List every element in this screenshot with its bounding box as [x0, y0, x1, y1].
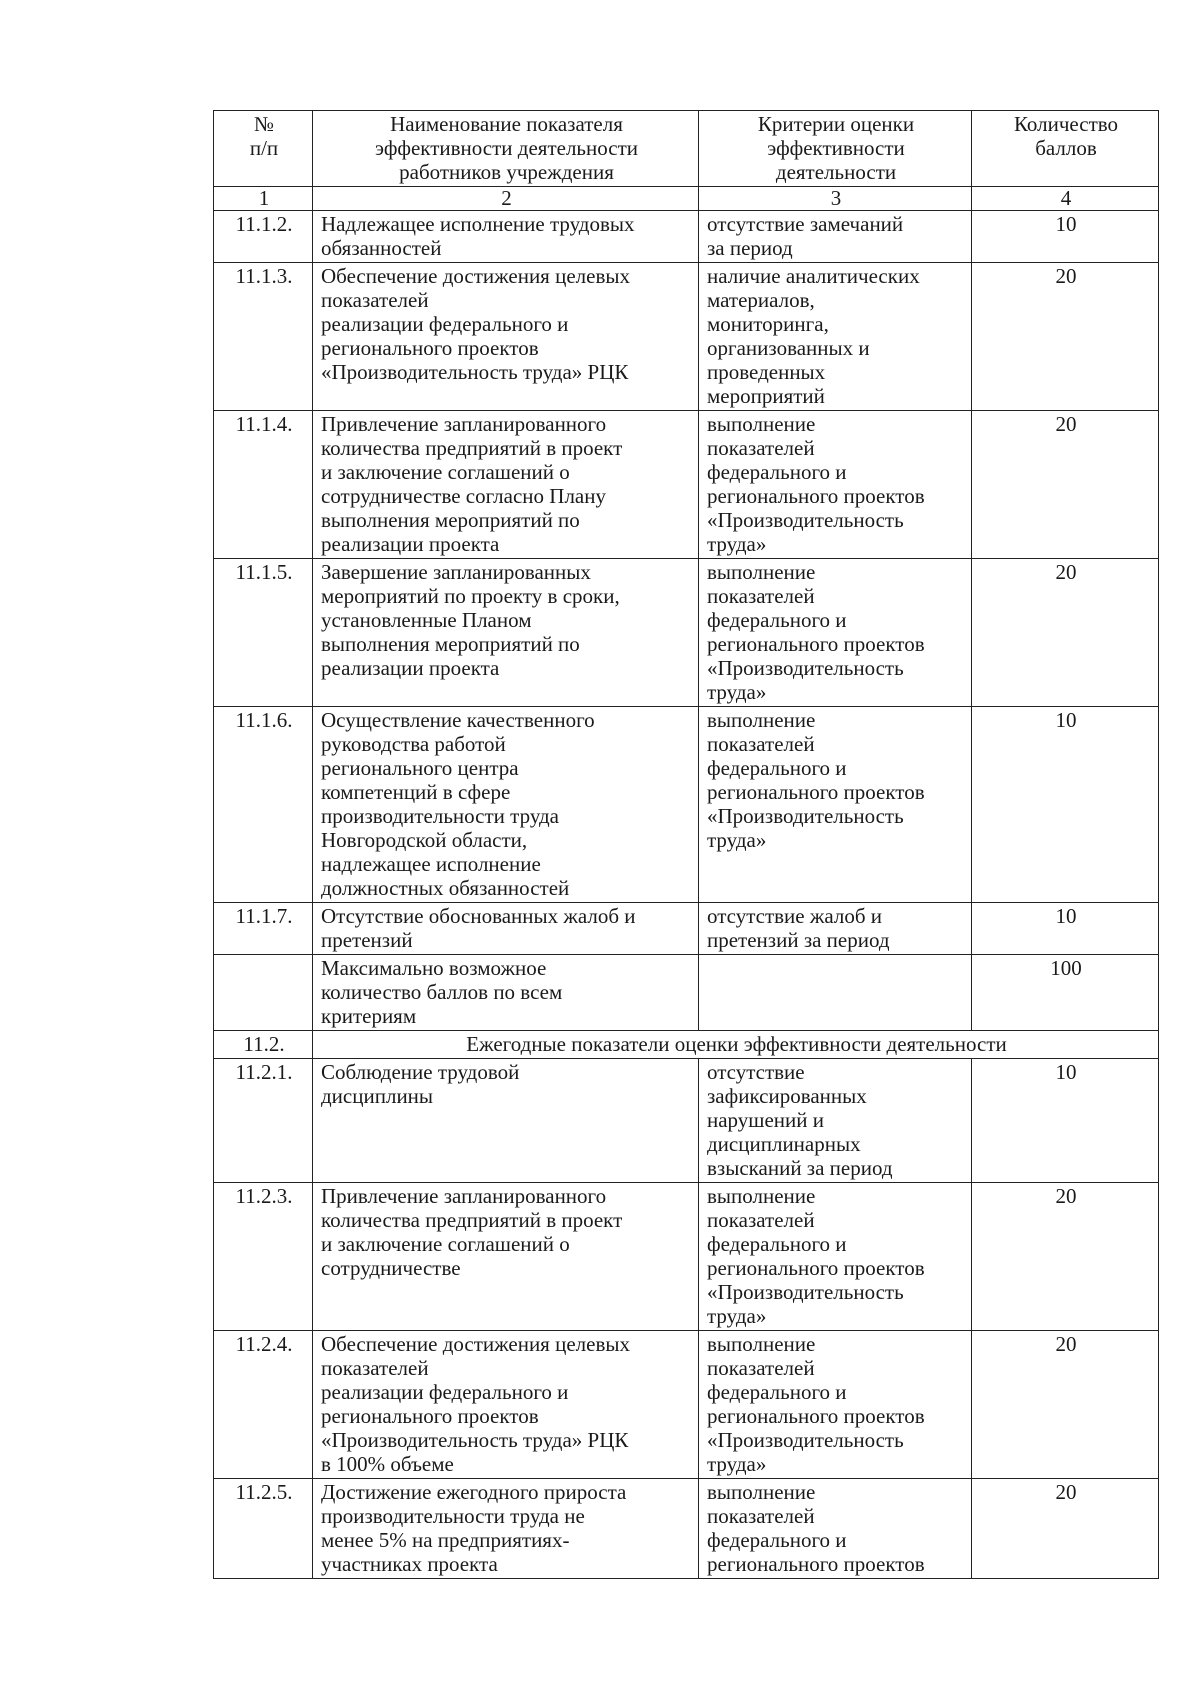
total-row [214, 955, 1159, 1031]
row-number: 11.2.1. [214, 1059, 313, 1183]
column-number: 3 [699, 187, 972, 211]
points-value: 20 [972, 1183, 1159, 1331]
row-number: 11.1.4. [214, 411, 313, 559]
criteria-text: выполнение показателей федерального и регионального проектов [699, 1479, 972, 1579]
total-points-value: 100 [972, 955, 1159, 1031]
table-row [214, 1059, 1159, 1183]
points-value: 10 [972, 1059, 1159, 1183]
criteria-text: выполнение показателей федерального и регионального проектов «Производительность труда» [699, 707, 972, 903]
section-number: 11.2. [214, 1031, 313, 1059]
section-title: Ежегодные показатели оценки эффективности деятельности [313, 1031, 1159, 1059]
row-number [214, 955, 313, 1031]
section-header-row [214, 1031, 1159, 1059]
criteria-table [213, 110, 1159, 1579]
criteria-text: выполнение показателей федерального и регионального проектов «Производительность труда» [699, 411, 972, 559]
criteria-text: отсутствие зафиксированных нарушений и дисциплинарных взысканий за период [699, 1059, 972, 1183]
criteria-text: отсутствие замечаний за период [699, 211, 972, 263]
criteria-text: выполнение показателей федерального и регионального проектов «Производительность труда» [699, 1331, 972, 1479]
row-number: 11.1.5. [214, 559, 313, 707]
header-points: Количество баллов [972, 111, 1159, 187]
points-value: 10 [972, 211, 1159, 263]
header-indicator-name: Наименование показателя эффективности деятельности работников учреждения [313, 111, 699, 187]
criteria-text: отсутствие жалоб и претензий за период [699, 903, 972, 955]
indicator-name: Привлечение запланированного количества предприятий в проект и заключение соглашений о сотрудничестве [313, 1183, 699, 1331]
table-row [214, 211, 1159, 263]
row-number: 11.2.3. [214, 1183, 313, 1331]
points-value: 20 [972, 1331, 1159, 1479]
table-row [214, 559, 1159, 707]
row-number: 11.1.6. [214, 707, 313, 903]
indicator-name: Привлечение запланированного количества предприятий в проект и заключение соглашений о сотрудничестве согласно Плану выполнения мероприятий по реализации проекта [313, 411, 699, 559]
table-row [214, 411, 1159, 559]
table-row [214, 903, 1159, 955]
table-row [214, 707, 1159, 903]
indicator-name: Соблюдение трудовой дисциплины [313, 1059, 699, 1183]
column-number: 4 [972, 187, 1159, 211]
header-criteria: Критерии оценки эффективности деятельности [699, 111, 972, 187]
criteria-text: выполнение показателей федерального и регионального проектов «Производительность труда» [699, 559, 972, 707]
points-value: 20 [972, 559, 1159, 707]
indicator-name: Надлежащее исполнение трудовых обязанностей [313, 211, 699, 263]
points-value: 10 [972, 707, 1159, 903]
criteria-text: выполнение показателей федерального и регионального проектов «Производительность труда» [699, 1183, 972, 1331]
row-number: 11.1.7. [214, 903, 313, 955]
points-value: 20 [972, 411, 1159, 559]
criteria-text [699, 955, 972, 1031]
column-number-row [214, 187, 1159, 211]
column-number: 2 [313, 187, 699, 211]
row-number: 11.1.2. [214, 211, 313, 263]
points-value: 20 [972, 263, 1159, 411]
row-number: 11.2.4. [214, 1331, 313, 1479]
total-label: Максимально возможное количество баллов по всем критериям [313, 955, 699, 1031]
points-value: 10 [972, 903, 1159, 955]
indicator-name: Осуществление качественного руководства работой регионального центра компетенций в сфере производительности труда Новгородской области, надлежащее исполнение должностных обязанностей [313, 707, 699, 903]
table-row [214, 1331, 1159, 1479]
row-number: 11.2.5. [214, 1479, 313, 1579]
indicator-name: Достижение ежегодного прироста производительности труда не менее 5% на предприятиях- участниках проекта [313, 1479, 699, 1579]
table-header-row [214, 111, 1159, 187]
criteria-text: наличие аналитических материалов, мониторинга, организованных и проведенных мероприятий [699, 263, 972, 411]
row-number: 11.1.3. [214, 263, 313, 411]
table-row [214, 1183, 1159, 1331]
points-value: 20 [972, 1479, 1159, 1579]
table-row [214, 263, 1159, 411]
indicator-name: Завершение запланированных мероприятий по проекту в сроки, установленные Планом выполнения мероприятий по реализации проекта [313, 559, 699, 707]
indicator-name: Обеспечение достижения целевых показателей реализации федерального и регионального проектов «Производительность труда» РЦК в 100% объеме [313, 1331, 699, 1479]
column-number: 1 [214, 187, 313, 211]
indicator-name: Обеспечение достижения целевых показателей реализации федерального и регионального проектов «Производительность труда» РЦК [313, 263, 699, 411]
indicator-name: Отсутствие обоснованных жалоб и претензий [313, 903, 699, 955]
header-number: № п/п [214, 111, 313, 187]
table-row [214, 1479, 1159, 1579]
